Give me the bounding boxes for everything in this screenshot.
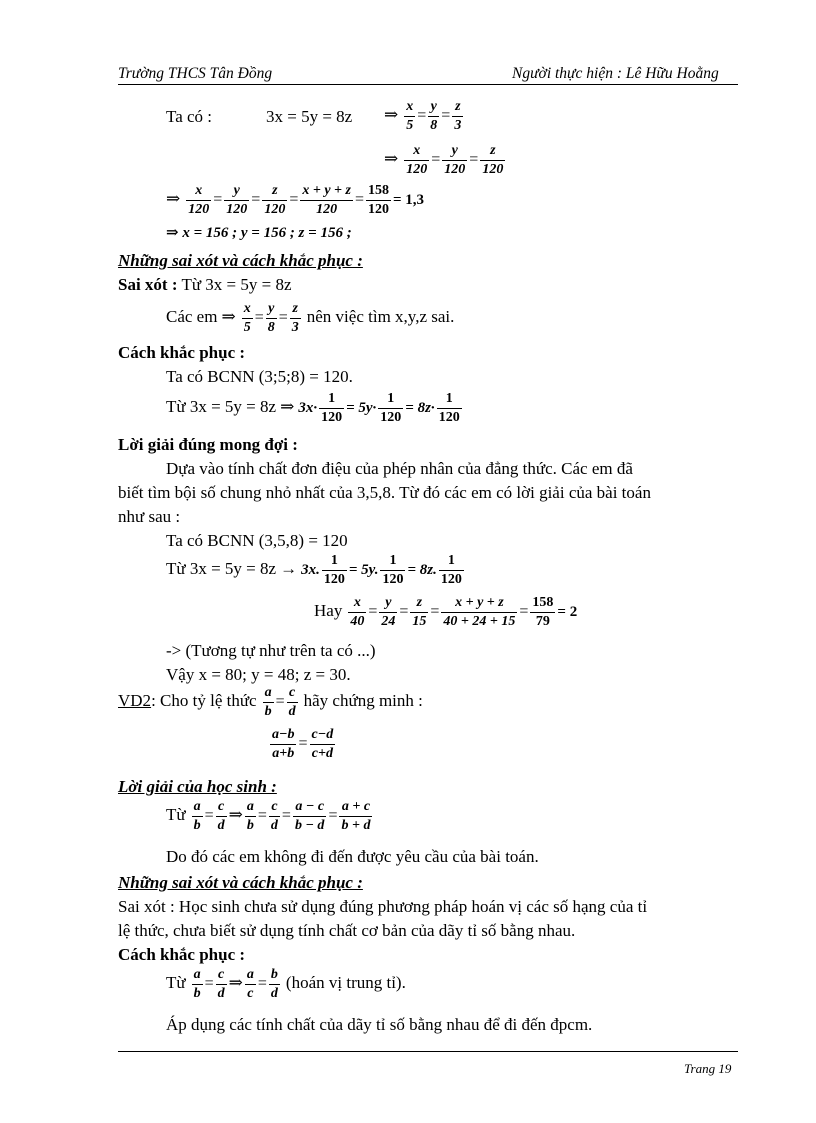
apply-line: Áp dụng các tính chất của dãy tỉ số bằng nhau để đi đến đpcm. <box>166 1015 593 1034</box>
formula-2: ⇒ $\frac{x}{120}$ = $\frac{y}{120}$ = $\frac{z}{120}$ <box>384 143 504 177</box>
result-line: ⇒ x = 156 ; y = 156 ; z = 156 ; <box>166 225 352 241</box>
header-author: Người thực hiện : Lê Hữu Hoằng <box>512 65 719 82</box>
paragraph-line-1: Dựa vào tính chất đơn điệu của phép nhân của đẳng thức. Các em đã <box>166 459 633 478</box>
formula-7: Từ $\frac{a}{b}$ = $\frac{c}{d}$ ⇒ $\frac{a}{b}$ = $\frac{c}{d}$ = $\frac{a - c}{b - d}$ = $\frac{a + c}{b + d}$ <box>166 799 371 833</box>
formula-3: ⇒ $\frac{x}{120}$ = $\frac{y}{120}$ = $\frac{z}{120}$ = $\frac{x + y + z}{120}$ = $\frac{158}{120}$ = 1,3 <box>166 183 425 217</box>
section-title-student: Lời giải của học sinh : <box>118 777 277 796</box>
bcnn-line-2: Ta có BCNN (3,5,8) = 120 <box>166 531 348 550</box>
section-title-errors: Những sai xót và cách khắc phục : <box>118 251 363 270</box>
student-conclusion: Do đó các em không đi đến được yêu cầu của bài toán. <box>166 847 539 866</box>
formula-8: Từ $\frac{a}{b}$ = $\frac{c}{d}$ ⇒ $\frac{a}{c}$ = $\frac{b}{d}$ (hoán vị trung tỉ). <box>166 967 406 1001</box>
formula-6: Hay $\frac{x}{40}$ = $\frac{y}{24}$ = $\frac{z}{15}$ = $\frac{x + y + z}{40 + 24 + 15}$ = $\frac{158}{79}$ = 2 <box>314 595 578 629</box>
formula-5: Từ 3x = 5y = 8z → 3x. $\frac{1}{120}$ = 5y. $\frac{1}{120}$ = 8z. $\frac{1}{120}$ <box>166 553 462 587</box>
cac-em-line: Các em ⇒ $\frac{x}{5}$ = $\frac{y}{8}$ = $\frac{z}{3}$ nên việc tìm x,y,z sai. <box>166 301 455 335</box>
saixot-line-2: Sai xót : Học sinh chưa sử dụng đúng phương pháp hoán vị các số hạng của tỉ <box>118 897 648 916</box>
header-school: Trường THCS Tân Đồng <box>118 65 273 82</box>
section-title-errors-2: Những sai xót và cách khắc phục : <box>118 873 363 892</box>
header-rule <box>118 84 738 85</box>
formula-4: Từ 3x = 5y = 8z ⇒ 3x· $\frac{1}{120}$ = 5y· $\frac{1}{120}$ = 8z· $\frac{1}{120}$ <box>166 391 460 425</box>
saixot-line-3: lệ thức, chưa biết sử dụng tính chất cơ bản của dãy tỉ số bằng nhau. <box>118 921 576 940</box>
page-number: Trang 19 <box>684 1061 732 1076</box>
taco-label: Ta có : <box>166 107 213 126</box>
conclusion-line: Vậy x = 80; y = 48; z = 30. <box>166 665 351 684</box>
bcnn-line-1: Ta có BCNN (3;5;8) = 120. <box>166 367 353 386</box>
similar-line: -> (Tương tự như trên ta có ...) <box>166 641 376 660</box>
khacphuc-title: Cách khắc phục : <box>118 343 246 362</box>
section-title-expected: Lời giải đúng mong đợi : <box>118 435 298 454</box>
khacphuc-title-2: Cách khắc phục : <box>118 945 246 964</box>
formula-1: ⇒ $\frac{x}{5}$ = $\frac{y}{8}$ = $\frac{z}{3}$ <box>384 99 462 133</box>
vd2-line: VD2: Cho tỷ lệ thức $\frac{a}{b}$ = $\frac{c}{d}$ hãy chứng minh : <box>118 685 423 719</box>
footer-rule <box>118 1051 738 1052</box>
vd2-prove: $\frac{a-b}{a+b}$ = $\frac{c-d}{c+d}$ <box>272 727 334 761</box>
paragraph-line-3: như sau : <box>118 507 181 526</box>
equation-main: 3x = 5y = 8z <box>266 107 353 126</box>
saixot-line: Sai xót : Từ 3x = 5y = 8z <box>118 275 292 294</box>
paragraph-line-2: biết tìm bội số chung nhỏ nhất của 3,5,8. Từ đó các em có lời giải của bài toán <box>118 483 651 502</box>
